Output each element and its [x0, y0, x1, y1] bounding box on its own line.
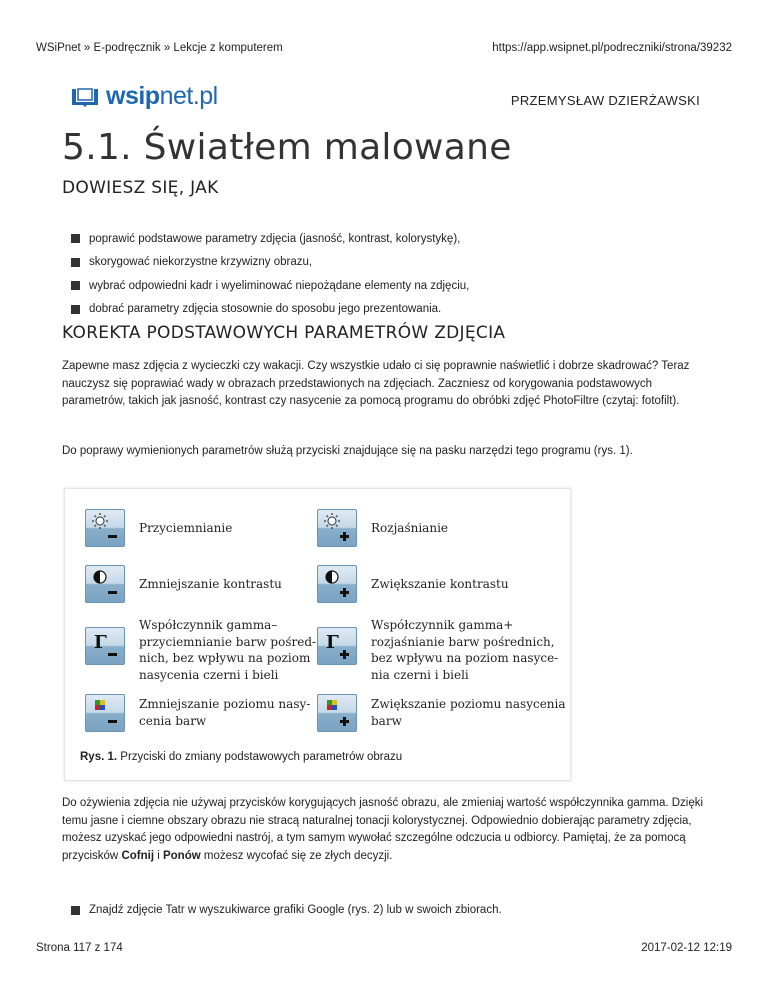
redo-term: Ponów — [162, 849, 201, 862]
objectives-list — [71, 227, 469, 321]
bullet-square-icon — [71, 258, 80, 267]
bullet-square-icon — [71, 305, 80, 314]
figure-label: Współczynnik gamma– przyciemnianie barw pośred- nich, bez wpływu na poziom nasycenia czerni i bieli — [139, 618, 317, 682]
contrast-plus-icon — [317, 565, 357, 603]
figure-item — [85, 694, 319, 732]
saturation-plus-icon — [317, 694, 357, 732]
figure-label: Zmniejszanie kontrastu — [139, 577, 282, 591]
list-item: dobrać parametry zdjęcia stosownie do sposobu jego prezentowania. — [71, 298, 469, 322]
list-item: Znajdź zdjęcie Tatr w wyszukiwarce grafiki Google (rys. 2) lub w swoich zbiorach. — [71, 904, 502, 916]
author-name: PRZEMYSŁAW DZIERŻAWSKI — [510, 93, 700, 108]
list-item: poprawić podstawowe parametry zdjęcia (jasność, kontrast, kolorystykę), — [71, 227, 469, 251]
paragraph-gamma-tip: Do ożywienia zdjęcia nie używaj przycisków korygujących jasność obrazu, ale zmieniaj wartość współczynnika gamma. Dzięki temu jasne i ciemne obszary obrazu nie stracą naturalnej tonacji kolorystycznej. Odpowiednio dobierając parametry zdjęcia, możesz uzyskać jego odpowiedni nastrój, a tym samym wywołać szczególne odczucia u odbiorcy. Pamiętaj, że za pomocą przycisków Cofnij i Ponów możesz wycofać się ze złych decyzji. — [62, 797, 704, 862]
figure-label: Współczynnik gamma+ rozjaśnianie barw pośrednich, bez wpływu na poziom nasyce- nia czerni i bieli — [371, 618, 559, 682]
figure-label: Zwiększanie kontrastu — [371, 577, 509, 591]
list-item: skorygować niekorzystne krzywizny obrazu, — [71, 251, 469, 275]
figure-item — [317, 565, 561, 603]
contrast-minus-icon — [85, 565, 125, 603]
figure-item — [317, 694, 566, 732]
breadcrumb: WSiPnet » E-podręcznik » Lekcje z komputerem — [36, 42, 283, 54]
figure-item — [317, 617, 566, 683]
gamma-minus-icon — [85, 627, 125, 665]
gamma-plus-icon — [317, 627, 357, 665]
page-url[interactable]: https://app.wsipnet.pl/podreczniki/strona/39232 — [492, 42, 732, 54]
paragraph-intro: Zapewne masz zdjęcia z wycieczki czy wakacji. Czy wszystkie udało ci się poprawnie naświetlić i dobrze skadrować? Teraz nauczysz się poprawiać wady w obrazach przedstawionych na zdjęciach. Zaczniesz od korygowania podstawowych parametrów, takich jak jasność, kontrast czy nasycenie za pomocą programu do obróbki zdjęć PhotoFiltre (czytaj: fotofilt). — [62, 360, 690, 407]
list-item: wybrać odpowiedni kadr i wyeliminować niepożądane elementy na zdjęciu, — [71, 274, 469, 298]
paragraph-buttons: Do poprawy wymienionych parametrów służą przyciski znajdujące się na pasku narzędzi tego programu (rys. 1). — [62, 445, 633, 457]
sun-minus-icon — [85, 509, 125, 547]
figure-item — [85, 565, 309, 603]
bullet-square-icon — [71, 281, 80, 290]
svg-text:Γ: Γ — [94, 632, 107, 653]
figure-label: Zmniejszanie poziomu nasy- cenia barw — [139, 697, 311, 728]
figure-label: Przyciemnianie — [139, 521, 233, 535]
figure-label: Rozjaśnianie — [371, 521, 449, 535]
sun-plus-icon — [317, 509, 357, 547]
page-counter: Strona 117 z 174 — [36, 942, 123, 954]
logo-text-strong: wsip — [106, 82, 160, 110]
figure-item — [85, 617, 319, 683]
figure-label: Zwiększanie poziomu nasycenia barw — [371, 697, 566, 728]
figure-buttons — [64, 488, 571, 781]
wsipnet-logo[interactable] — [70, 82, 218, 111]
bullet-square-icon — [71, 906, 80, 915]
bullet-square-icon — [71, 234, 80, 243]
figure-caption: Rys. 1. Przyciski do zmiany podstawowych parametrów obrazu — [80, 751, 403, 763]
logo-text-light: net.pl — [159, 82, 218, 110]
page-title: 5.1. Światłem malowane — [62, 127, 512, 168]
section-heading-objectives: DOWIESZ SIĘ, JAK — [62, 178, 219, 198]
section-heading-correction: KOREKTA PODSTAWOWYCH PARAMETRÓW ZDJĘCIA — [62, 323, 506, 343]
print-datetime: 2017-02-12 12:19 — [641, 942, 732, 954]
saturation-minus-icon — [85, 694, 125, 732]
figure-item — [317, 509, 561, 547]
svg-text:Γ: Γ — [326, 632, 339, 653]
undo-term: Cofnij — [121, 849, 155, 862]
book-icon — [70, 86, 100, 108]
figure-item — [85, 509, 279, 547]
